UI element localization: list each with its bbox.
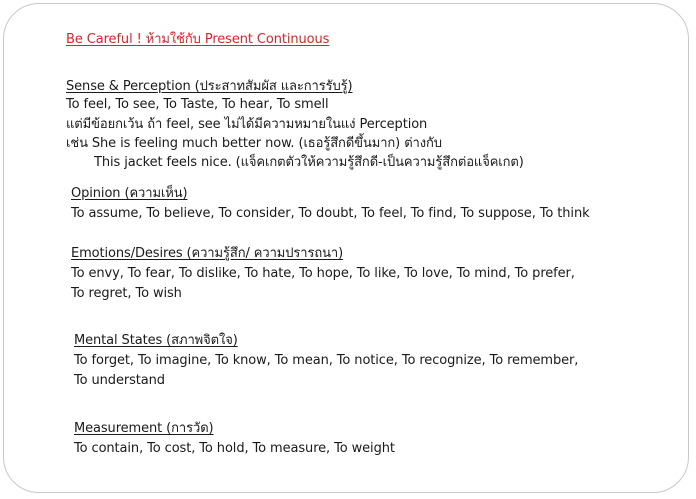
sense-exception: แต่มีข้อยกเว้น ถ้า feel, see ไม่ได้มีความหมายในแง่ Perception — [66, 117, 428, 132]
mental-verbs-line1: To forget, To imagine, To know, To mean, To notice, To recognize, To remember, — [74, 353, 579, 368]
sense-verbs: To feel, To see, To Taste, To hear, To smell — [66, 97, 329, 112]
emotions-heading: Emotions/Desires (ความรู้สึก/ ความปรารถนา) — [71, 246, 344, 261]
emotions-verbs-line1: To envy, To fear, To dislike, To hate, To hope, To like, To love, To mind, To prefer, — [71, 266, 575, 281]
opinion-heading: Opinion (ความเห็น) — [71, 186, 188, 201]
sense-contrast: This jacket feels nice. (แจ็คเกตตัวให้ความรู้สึกดี-เป็นความรู้สึกต่อแจ็คเกต) — [94, 155, 524, 170]
sense-heading: Sense & Perception (ประสาทสัมผัส และการรับรู้) — [66, 79, 353, 94]
mental-verbs-line2: To understand — [74, 373, 165, 388]
mental-heading: Mental States (สภาพจิตใจ) — [74, 333, 238, 348]
opinion-verbs: To assume, To believe, To consider, To doubt, To feel, To find, To suppose, To think — [71, 206, 590, 221]
emotions-verbs-line2: To regret, To wish — [71, 286, 182, 301]
page-title: Be Careful ! ห้ามใช้กับ Present Continuous — [66, 32, 330, 47]
measurement-heading: Measurement (การวัด) — [74, 421, 214, 436]
sense-example: เช่น She is feeling much better now. (เธอรู้สึกดีขึ้นมาก) ต่างกับ — [66, 136, 442, 151]
measurement-verbs: To contain, To cost, To hold, To measure, To weight — [74, 441, 395, 456]
